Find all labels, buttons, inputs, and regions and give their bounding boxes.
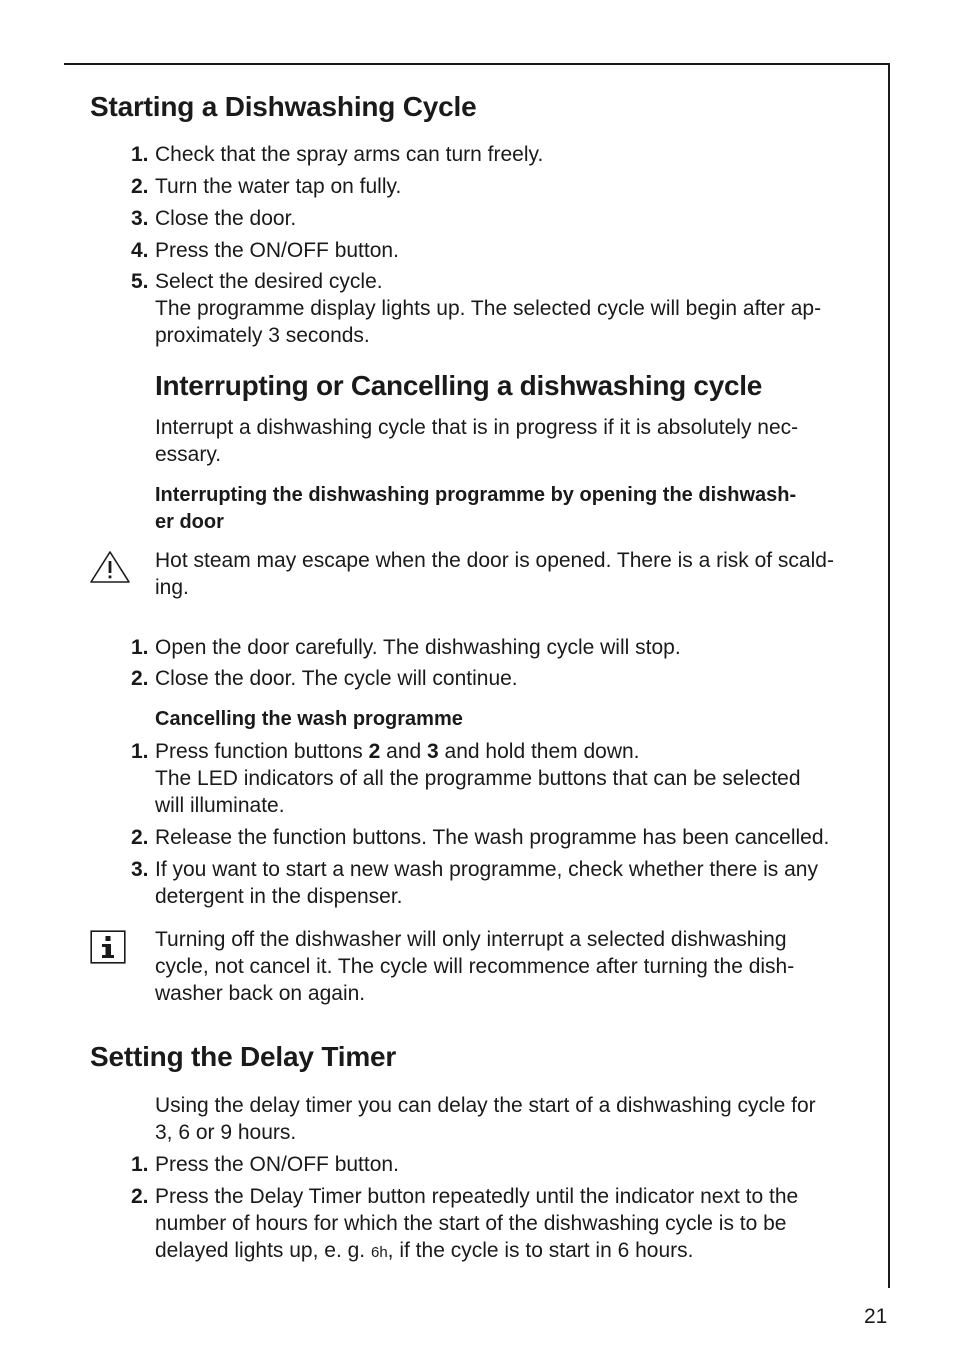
- step-line: The programme display lights up. The selected cycle will begin after ap-: [155, 297, 822, 320]
- button-number-3: 3: [427, 740, 439, 763]
- info-line: washer back on again.: [155, 982, 366, 1005]
- step-text: [155, 268, 867, 349]
- step-text: [155, 738, 867, 819]
- text-fragment: delayed lights up, e. g.: [155, 1239, 371, 1262]
- step-number: 2.: [131, 175, 149, 198]
- step-number: 4.: [131, 239, 149, 262]
- step-number: 1.: [131, 143, 149, 166]
- heading-delay-timer: Setting the Delay Timer: [90, 1041, 397, 1072]
- step-number: 2.: [131, 826, 149, 849]
- step-number: 5.: [131, 270, 149, 293]
- step-text: [155, 856, 867, 910]
- step-line: will illuminate.: [155, 794, 285, 817]
- text-fragment: and: [380, 740, 428, 763]
- step-line: Press the Delay Timer button repeatedly until the indicator next to the: [155, 1185, 799, 1208]
- subheading-line: er door: [155, 511, 224, 533]
- side-rule: [888, 63, 890, 1288]
- warning-text: [155, 547, 867, 601]
- warning-line: Hot steam may escape when the door is opened. There is a risk of scald-: [155, 549, 834, 572]
- para-line: 3, 6 or 9 hours.: [155, 1121, 297, 1144]
- step-line: Select the desired cycle.: [155, 270, 383, 293]
- page-number: 21: [864, 1305, 888, 1328]
- step-number: 1.: [131, 740, 149, 763]
- heading-interrupting: Interrupting or Cancelling a dishwashing cycle: [155, 370, 762, 401]
- step-line: [155, 1237, 867, 1266]
- step-text: Check that the spray arms can turn freely.: [155, 143, 544, 166]
- para-line: essary.: [155, 443, 222, 466]
- step-text: Press the ON/OFF button.: [155, 239, 399, 262]
- step-number: 3.: [131, 207, 149, 230]
- text-fragment: and hold them down.: [438, 740, 640, 763]
- para-line: Interrupt a dishwashing cycle that is in progress if it is absolutely nec-: [155, 416, 799, 439]
- top-rule: [64, 63, 890, 65]
- info-i-icon: [90, 930, 126, 964]
- step-line: detergent in the dispenser.: [155, 885, 403, 908]
- step-text: Press the ON/OFF button.: [155, 1153, 399, 1176]
- button-number-2: 2: [368, 740, 381, 763]
- info-line: cycle, not cancel it. The cycle will recommence after turning the dish-: [155, 955, 795, 978]
- para-line: Using the delay timer you can delay the start of a dishwashing cycle for: [155, 1094, 816, 1117]
- info-text: [155, 926, 867, 1007]
- step-number: 1.: [131, 1153, 149, 1176]
- step-text: Close the door. The cycle will continue.: [155, 667, 518, 690]
- step-line: [155, 738, 867, 765]
- step-line: proximately 3 seconds.: [155, 324, 370, 347]
- step-text: Release the function buttons. The wash programme has been cancelled.: [155, 826, 830, 849]
- step-text: [155, 1183, 867, 1266]
- warning-line: ing.: [155, 576, 189, 599]
- delay-intro: [155, 1092, 867, 1146]
- display-code: 6h: [370, 1244, 388, 1261]
- step-text: Turn the water tap on fully.: [155, 175, 402, 198]
- step-text: Close the door.: [155, 207, 297, 230]
- step-number: 1.: [131, 636, 149, 659]
- heading-starting-cycle: Starting a Dishwashing Cycle: [90, 91, 477, 122]
- warning-triangle-icon: [88, 549, 132, 585]
- step-text: Open the door carefully. The dishwashing cycle will stop.: [155, 636, 681, 659]
- step-number: 3.: [131, 858, 149, 881]
- info-line: Turning off the dishwasher will only interrupt a selected dishwashing: [155, 928, 787, 951]
- step-line: The LED indicators of all the programme buttons that can be selected: [155, 767, 801, 790]
- step-line: number of hours for which the start of the dishwashing cycle is to be: [155, 1212, 787, 1235]
- step-number: 2.: [131, 1185, 149, 1208]
- subheading-cancelling: Cancelling the wash programme: [155, 708, 463, 730]
- subheading-line: Interrupting the dishwashing programme by opening the dishwash-: [155, 484, 797, 506]
- subheading-door-interrupt: [155, 482, 867, 536]
- interrupt-intro: [155, 414, 867, 468]
- step-line: If you want to start a new wash programme, check whether there is any: [155, 858, 818, 881]
- step-number: 2.: [131, 667, 149, 690]
- text-fragment: , if the cycle is to start in 6 hours.: [387, 1239, 694, 1262]
- text-fragment: Press function buttons: [155, 740, 369, 763]
